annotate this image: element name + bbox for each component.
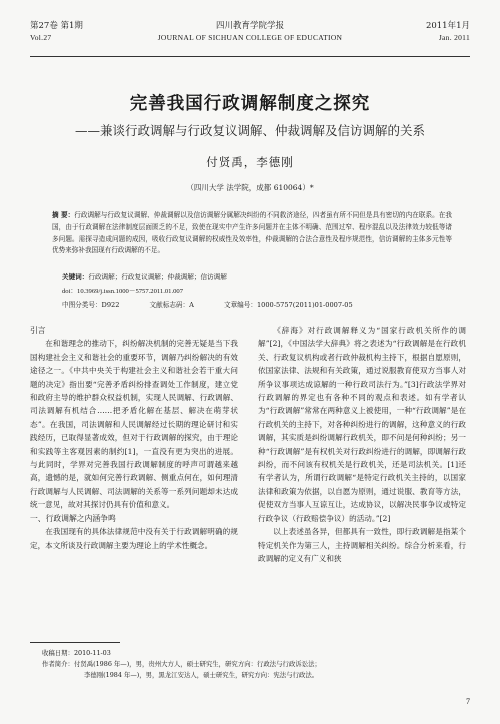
journal-name-cn: 四川教育学院学报 — [215, 21, 284, 31]
summary-paragraph: 以上表述虽各异，但都具有一致性，即行政调解是指某个特定机关作为第三人，主持调解相关纠纷。综合分析来看，行政调解的定义有广义和狭 — [258, 527, 466, 563]
volume-en: Vol.27 — [30, 33, 52, 42]
footnote — [42, 648, 462, 681]
keywords-label: 关键词： — [62, 273, 89, 281]
intro-paragraph: 在和谐理念的推动下，纠纷解决机制的完善无疑是当下我国构建社会主义和谐社会的重要环节，调解乃纠纷解决的有效途径之一。《中共中央关于构建社会主义和谐社会若干重大问题的决定》指出要“完善矛盾纠纷排查调处工作制度，建立党和政府主导的维护群众权益机制，实现人民调解、行政调解、司法调解有机结合……把矛盾化解在基层、解决在萌芽状态”。在我国，司法调解和人民调解经过长期的理论研讨和实践经历，已取得显著成效，但对于行政调解的探究，由于理论和实践等主客观因素的制约[1]，一直没有更为突出的进展。与此同时，学界对完善我国行政调解制度的呼声可谓越来越高，遗憾的是，就如何完善行政调解、侧重点何在，如何理清行政调解与人民调解、司法调解的关系等一系列问题却未达成统一意见，故对其探讨仍具有价值和意义。 — [30, 339, 238, 510]
document-code: 文献标志码：A — [149, 301, 194, 309]
issue-date — [426, 20, 470, 44]
footnote-author-2: 李德刚(1984 年—)，男，黑龙江安达人，硕士研究生，研究方向：宪法与行政法。 — [84, 671, 319, 679]
doi: doi：10.3969/j.issn.1000－5757.2011.01.007 — [62, 288, 184, 295]
page-number: 7 — [466, 697, 470, 706]
volume-cn: 第27卷 第1期 — [30, 21, 83, 31]
footnote-received: 收稿日期：2010-11-03 — [42, 649, 111, 657]
article-authors: 付贤禹，李德刚 — [206, 155, 294, 169]
left-column — [30, 324, 238, 552]
clc-number: 中图分类号：D922 — [62, 301, 120, 309]
section-1-paragraph: 在我国现有的具体法律规范中没有关于行政调解明确的规定，本文所谈及行政调解主要为理论上的学术性概念。 — [30, 527, 238, 550]
running-header — [30, 20, 470, 57]
abstract-label: 摘 要： — [52, 211, 75, 219]
author-affiliation: （四川大学 法学院，成都 610064）* — [186, 183, 314, 192]
abstract-text: 行政调解与行政复议调解、仲裁调解以及信访调解分属解决纠纷的不同救济途径，四者虽有所不同但是具有密切的内在联系。在我国，由于行政调解在法律制度层面匮乏的不足，致使在现实中产生许多问题并在主体不明确、范围过窄、程序混乱以及法律效力较低等诸多问题。需探寻造成问题的成因，吸收行政复议调解的权威性及效率性，仲裁调解的合法合意性及程序规范性，信访调解的主体多元性等优势来弥补我国现有行政调解的不足。 — [52, 211, 452, 255]
section-1-heading: 一、行政调解之内涵争鸣 — [30, 513, 116, 523]
definition-paragraph: 《辞海》对行政调解释义为“国家行政机关所作的调解”[2]，《中国法学大辞典》将之表述为“行政调解是在行政机关、行政复议机构或者行政仲裁机构主持下，根据自愿原则，依国家法律、法规和有关政策，通过说服教育使双方当事人对所争议事项达成谅解的一种行政司法行为。”[3]行政法学界对行政调解的界定也有各种不同的观点和表述。如有学者认为“行政调解”常常在两种意义上被使用，一种“行政调解”是在行政机关的主持下，对各种纠纷进行的调解，这种意义的行政调解，其实质是纠纷调解行政机关，即不问是何种纠纷；另一种“行政调解”是有权机关对行政纠纷进行的调解，即调解行政纠纷，而不问该有权机关是行政机关，还是司法机关。[1]还有学者认为，所谓行政调解“是特定行政机关主持的，以国家法律和政策为依据，以自愿为原则，通过说服、教育等方法，促使双方当事人互谅互让，达成协议，以解决民事争议或特定行政争议（行政赔偿争议）的活动。”[2] — [258, 326, 466, 523]
intro-heading: 引言 — [30, 326, 46, 335]
issue-date-en: Jan. 2011 — [438, 33, 470, 42]
keywords — [62, 272, 227, 283]
footnote-rule — [30, 642, 120, 643]
classification-line — [62, 300, 381, 311]
article-number: 文章编号：1000-5757(2011)01-0007-05 — [223, 301, 353, 309]
journal-name-en: JOURNAL OF SICHUAN COLLEGE OF EDUCATION — [157, 33, 343, 42]
article-title: 完善我国行政调解制度之探究 — [129, 94, 371, 114]
right-column — [258, 324, 466, 565]
article-subtitle: ——兼谈行政调解与行政复议调解、仲裁调解及信访调解的关系 — [74, 123, 425, 138]
footnote-author-1: 作者简介：付贤禹(1986 年—)，男，贵州大方人，硕士研究生，研究方向：行政法与行政诉讼法； — [42, 660, 321, 668]
journal-name — [30, 20, 470, 44]
issue-date-cn: 2011年1月 — [425, 21, 470, 31]
abstract — [52, 210, 452, 257]
keywords-text: 行政调解；行政复议调解；仲裁调解；信访调解 — [88, 273, 227, 281]
